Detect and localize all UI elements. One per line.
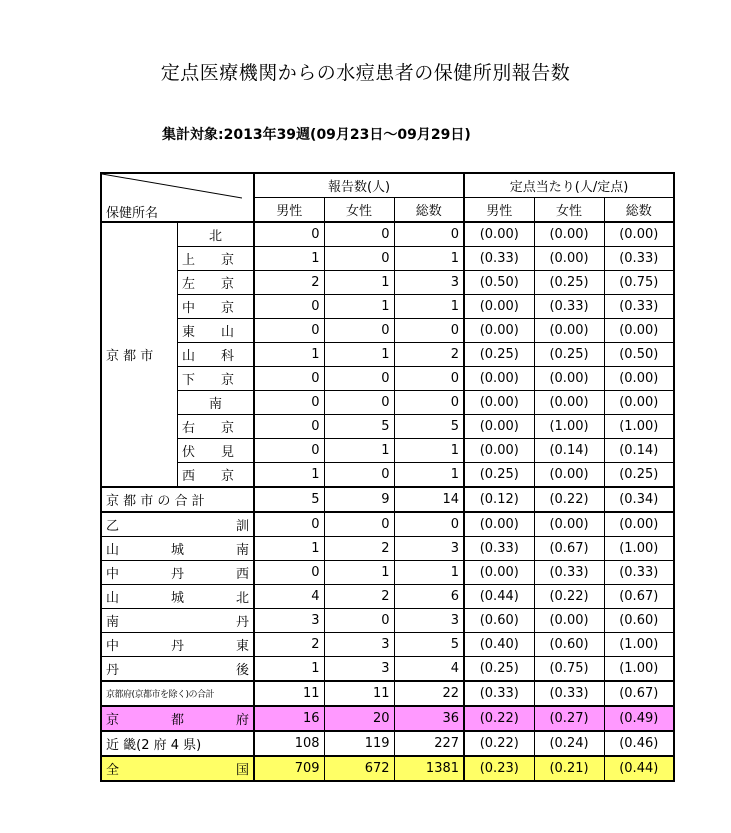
male-per-point: (0.33) <box>464 537 534 561</box>
female-per-point: (0.33) <box>534 295 604 319</box>
male-per-point: (0.33) <box>464 247 534 271</box>
table-row <box>101 561 674 585</box>
total-count: 5 <box>394 633 464 657</box>
female-per-point: (0.22) <box>534 487 604 512</box>
female-count: 11 <box>324 681 394 706</box>
total-per-point: (0.00) <box>604 391 674 415</box>
female-count: 0 <box>324 247 394 271</box>
ward-name: 左 京 <box>178 271 255 295</box>
male-per-point: (0.22) <box>464 731 534 756</box>
total-per-point: (0.67) <box>604 585 674 609</box>
national-row-label: 全 国 <box>101 756 254 781</box>
table-row <box>101 367 674 391</box>
male-per-point: (0.25) <box>464 463 534 488</box>
female-count: 0 <box>324 609 394 633</box>
header-total-per: 総数 <box>604 198 674 223</box>
ward-name: 下 京 <box>178 367 255 391</box>
office-name: 乙 訓 <box>101 512 254 537</box>
female-per-point: (0.00) <box>534 367 604 391</box>
male-count: 0 <box>254 319 324 343</box>
kyoto-city-label: 京 都 市 <box>101 222 178 487</box>
female-per-point: (0.14) <box>534 439 604 463</box>
total-per-point: (0.60) <box>604 609 674 633</box>
total-count: 1 <box>394 247 464 271</box>
total-count: 3 <box>394 271 464 295</box>
ward-name: 右 京 <box>178 415 255 439</box>
male-count: 0 <box>254 512 324 537</box>
total-count: 1 <box>394 439 464 463</box>
table-row <box>101 247 674 271</box>
female-count: 3 <box>324 633 394 657</box>
header-total: 総数 <box>394 198 464 223</box>
kyoto-pref-row <box>101 706 674 731</box>
female-count: 1 <box>324 439 394 463</box>
header-reports: 報告数(人) <box>254 173 464 198</box>
total-per-point: (0.67) <box>604 681 674 706</box>
male-per-point: (0.00) <box>464 512 534 537</box>
header-per-point: 定点当たり(人/定点) <box>464 173 674 198</box>
table-row <box>101 415 674 439</box>
male-per-point: (0.22) <box>464 706 534 731</box>
header-place-cell <box>101 173 254 222</box>
table-row <box>101 343 674 367</box>
male-count: 1 <box>254 537 324 561</box>
kinki-row <box>101 731 674 756</box>
female-count: 3 <box>324 657 394 682</box>
total-per-point: (0.44) <box>604 756 674 781</box>
office-name: 中 丹 東 <box>101 633 254 657</box>
total-per-point: (0.00) <box>604 222 674 247</box>
male-count: 11 <box>254 681 324 706</box>
female-per-point: (0.00) <box>534 463 604 488</box>
total-count: 14 <box>394 487 464 512</box>
total-count: 2 <box>394 343 464 367</box>
male-per-point: (0.25) <box>464 657 534 682</box>
city-total-row <box>101 487 674 512</box>
female-count: 1 <box>324 561 394 585</box>
total-count: 4 <box>394 657 464 682</box>
total-count: 36 <box>394 706 464 731</box>
male-per-point: (0.60) <box>464 609 534 633</box>
total-per-point: (0.33) <box>604 247 674 271</box>
total-count: 5 <box>394 415 464 439</box>
total-per-point: (1.00) <box>604 633 674 657</box>
male-per-point: (0.00) <box>464 295 534 319</box>
male-per-point: (0.00) <box>464 439 534 463</box>
female-per-point: (1.00) <box>534 415 604 439</box>
female-per-point: (0.24) <box>534 731 604 756</box>
female-count: 0 <box>324 512 394 537</box>
male-count: 0 <box>254 295 324 319</box>
male-count: 2 <box>254 633 324 657</box>
total-per-point: (0.49) <box>604 706 674 731</box>
table-row <box>101 463 674 488</box>
header-male-per: 男性 <box>464 198 534 223</box>
male-per-point: (0.44) <box>464 585 534 609</box>
table-row <box>101 319 674 343</box>
male-count: 16 <box>254 706 324 731</box>
pref-total-row <box>101 681 674 706</box>
office-name: 山 城 南 <box>101 537 254 561</box>
header-male: 男性 <box>254 198 324 223</box>
pref-total-row-label: 京都府(京都市を除く)の合計 <box>101 681 254 706</box>
office-name: 南 丹 <box>101 609 254 633</box>
header-place-label: 保健所名 <box>106 206 159 221</box>
total-count: 227 <box>394 731 464 756</box>
female-count: 0 <box>324 391 394 415</box>
ward-name: 北 <box>178 222 255 247</box>
male-per-point: (0.50) <box>464 271 534 295</box>
male-count: 2 <box>254 271 324 295</box>
male-count: 0 <box>254 391 324 415</box>
female-per-point: (0.00) <box>534 391 604 415</box>
male-count: 108 <box>254 731 324 756</box>
page-title: 定点医療機関からの水痘患者の保健所別報告数 <box>160 62 571 84</box>
female-count: 1 <box>324 271 394 295</box>
total-count: 3 <box>394 609 464 633</box>
male-per-point: (0.25) <box>464 343 534 367</box>
female-per-point: (0.75) <box>534 657 604 682</box>
female-per-point: (0.21) <box>534 756 604 781</box>
female-count: 0 <box>324 463 394 488</box>
total-per-point: (0.14) <box>604 439 674 463</box>
table-row <box>101 222 674 247</box>
male-per-point: (0.40) <box>464 633 534 657</box>
total-count: 6 <box>394 585 464 609</box>
table-row <box>101 609 674 633</box>
kinki-row-label: 近 畿(2 府 4 県) <box>101 731 254 756</box>
female-count: 119 <box>324 731 394 756</box>
table-row <box>101 295 674 319</box>
male-count: 0 <box>254 561 324 585</box>
header-female: 女性 <box>324 198 394 223</box>
male-per-point: (0.00) <box>464 222 534 247</box>
male-count: 709 <box>254 756 324 781</box>
ward-name: 東 山 <box>178 319 255 343</box>
total-count: 0 <box>394 222 464 247</box>
total-count: 0 <box>394 391 464 415</box>
female-count: 672 <box>324 756 394 781</box>
male-count: 4 <box>254 585 324 609</box>
header-female-per: 女性 <box>534 198 604 223</box>
female-count: 0 <box>324 319 394 343</box>
total-count: 1381 <box>394 756 464 781</box>
female-per-point: (0.25) <box>534 343 604 367</box>
female-per-point: (0.00) <box>534 247 604 271</box>
female-per-point: (0.00) <box>534 609 604 633</box>
total-count: 1 <box>394 295 464 319</box>
female-count: 0 <box>324 367 394 391</box>
total-per-point: (0.50) <box>604 343 674 367</box>
total-per-point: (0.00) <box>604 367 674 391</box>
total-per-point: (1.00) <box>604 657 674 682</box>
office-name: 中 丹 西 <box>101 561 254 585</box>
total-count: 22 <box>394 681 464 706</box>
male-per-point: (0.00) <box>464 367 534 391</box>
kyoto-pref-row-label: 京 都 府 <box>101 706 254 731</box>
female-count: 20 <box>324 706 394 731</box>
female-count: 9 <box>324 487 394 512</box>
female-per-point: (0.60) <box>534 633 604 657</box>
table-row <box>101 657 674 682</box>
total-per-point: (0.46) <box>604 731 674 756</box>
total-per-point: (0.34) <box>604 487 674 512</box>
total-per-point: (0.00) <box>604 319 674 343</box>
female-per-point: (0.00) <box>534 512 604 537</box>
total-per-point: (0.00) <box>604 512 674 537</box>
female-per-point: (0.00) <box>534 319 604 343</box>
ward-name: 南 <box>178 391 255 415</box>
female-per-point: (0.33) <box>534 561 604 585</box>
table-row <box>101 633 674 657</box>
female-per-point: (0.33) <box>534 681 604 706</box>
total-per-point: (1.00) <box>604 537 674 561</box>
female-per-point: (0.22) <box>534 585 604 609</box>
female-count: 2 <box>324 537 394 561</box>
male-count: 5 <box>254 487 324 512</box>
table-row <box>101 512 674 537</box>
total-count: 3 <box>394 537 464 561</box>
total-count: 1 <box>394 463 464 488</box>
male-count: 0 <box>254 439 324 463</box>
ward-name: 伏 見 <box>178 439 255 463</box>
male-count: 3 <box>254 609 324 633</box>
female-count: 1 <box>324 343 394 367</box>
total-count: 0 <box>394 367 464 391</box>
male-count: 0 <box>254 415 324 439</box>
table-row <box>101 271 674 295</box>
office-name: 丹 後 <box>101 657 254 682</box>
male-count: 1 <box>254 463 324 488</box>
total-per-point: (0.33) <box>604 295 674 319</box>
male-per-point: (0.23) <box>464 756 534 781</box>
total-count: 0 <box>394 319 464 343</box>
male-per-point: (0.00) <box>464 415 534 439</box>
male-per-point: (0.33) <box>464 681 534 706</box>
total-per-point: (0.25) <box>604 463 674 488</box>
table-row <box>101 537 674 561</box>
table-row <box>101 439 674 463</box>
female-per-point: (0.25) <box>534 271 604 295</box>
total-per-point: (0.75) <box>604 271 674 295</box>
national-row <box>101 756 674 781</box>
male-per-point: (0.12) <box>464 487 534 512</box>
ward-name: 上 京 <box>178 247 255 271</box>
period-subtitle: 集計対象:2013年39週(09月23日〜09月29日) <box>162 127 471 143</box>
table-row <box>101 391 674 415</box>
table-row <box>101 585 674 609</box>
ward-name: 西 京 <box>178 463 255 488</box>
female-count: 0 <box>324 222 394 247</box>
total-count: 0 <box>394 512 464 537</box>
total-count: 1 <box>394 561 464 585</box>
male-count: 1 <box>254 247 324 271</box>
female-count: 2 <box>324 585 394 609</box>
male-per-point: (0.00) <box>464 319 534 343</box>
ward-name: 中 京 <box>178 295 255 319</box>
male-count: 1 <box>254 657 324 682</box>
male-count: 0 <box>254 222 324 247</box>
female-per-point: (0.00) <box>534 222 604 247</box>
city-total-label: 京 都 市 の 合 計 <box>101 487 254 512</box>
report-table <box>100 172 675 782</box>
male-per-point: (0.00) <box>464 391 534 415</box>
office-name: 山 城 北 <box>101 585 254 609</box>
female-count: 1 <box>324 295 394 319</box>
male-count: 1 <box>254 343 324 367</box>
female-count: 5 <box>324 415 394 439</box>
female-per-point: (0.67) <box>534 537 604 561</box>
total-per-point: (1.00) <box>604 415 674 439</box>
ward-name: 山 科 <box>178 343 255 367</box>
male-count: 0 <box>254 367 324 391</box>
male-per-point: (0.00) <box>464 561 534 585</box>
total-per-point: (0.33) <box>604 561 674 585</box>
female-per-point: (0.27) <box>534 706 604 731</box>
